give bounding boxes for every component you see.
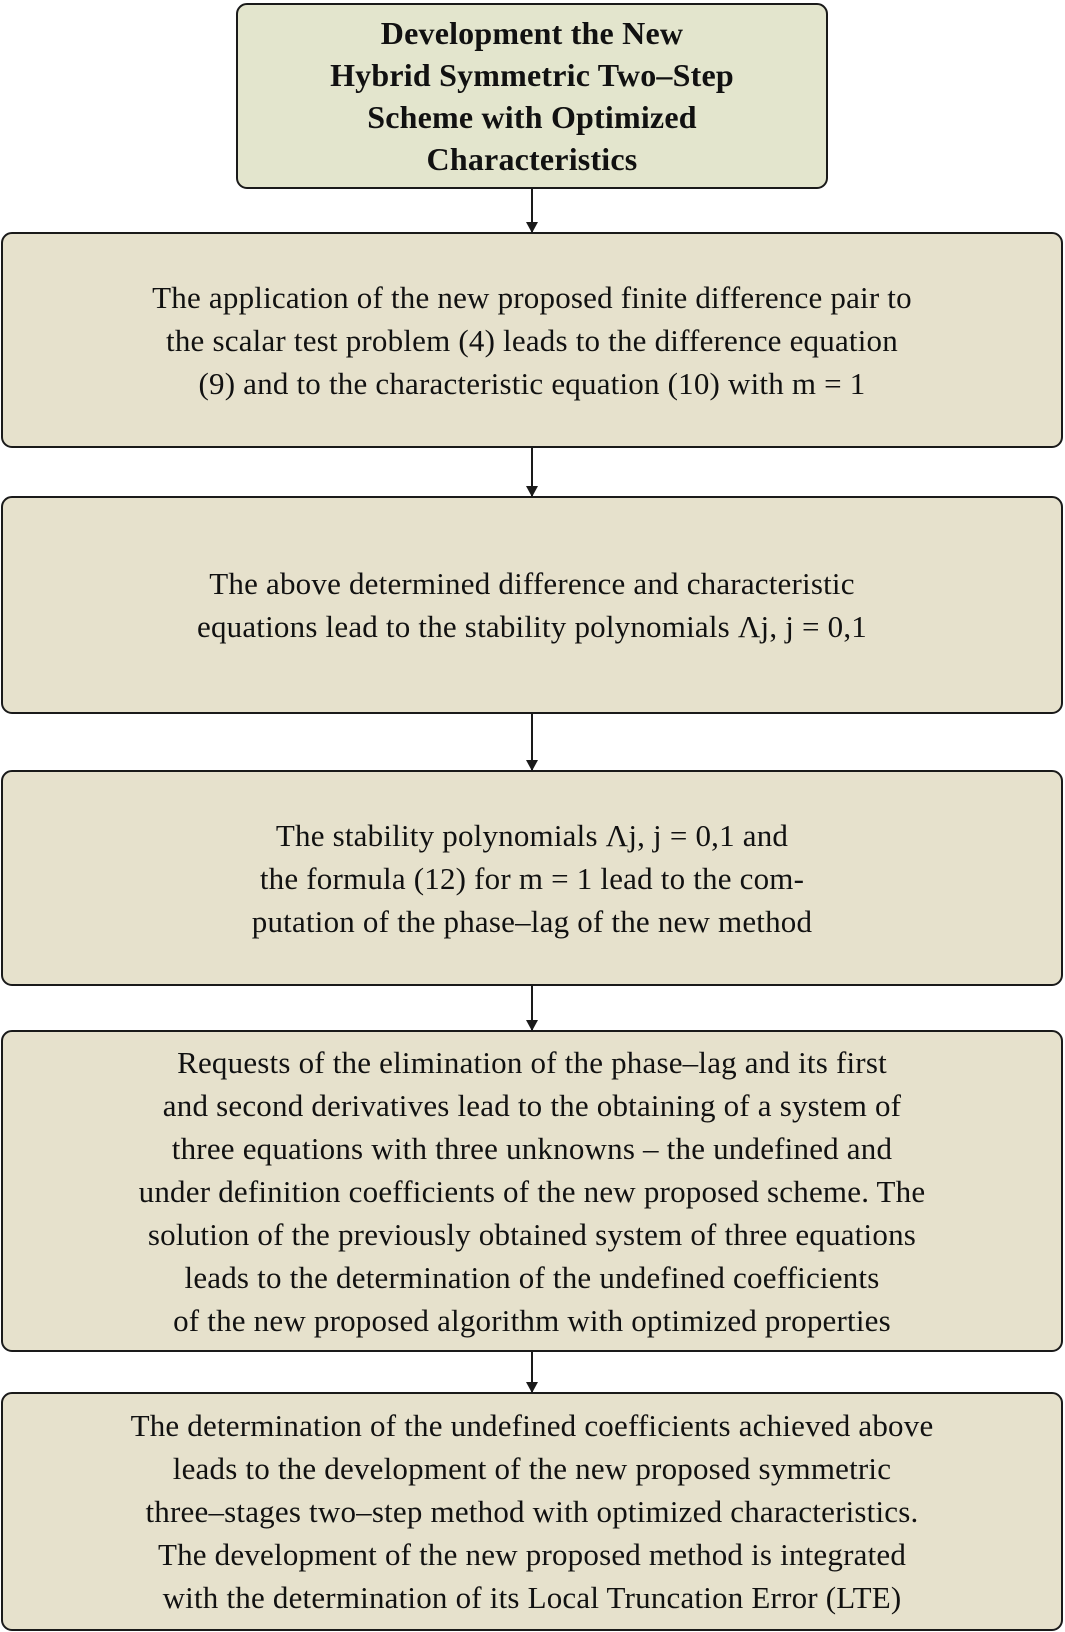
- step-line: The development of the new proposed method is integrated: [157, 1537, 907, 1572]
- arrow-down-icon: [531, 714, 533, 770]
- step-line: of the new proposed algorithm with optimized properties: [173, 1302, 891, 1338]
- step-line: the scalar test problem (4) leads to the difference equation: [166, 322, 898, 358]
- step-line: three–stages two–step method with optimized characteristics.: [145, 1494, 919, 1529]
- step-text: [152, 276, 912, 405]
- step-line: leads to the development of the new proposed symmetric: [172, 1451, 892, 1486]
- step-line: with the determination of its Local Truncation Error (LTE): [162, 1580, 902, 1615]
- step-text: [139, 1041, 926, 1342]
- step-line: putation of the phase–lag of the new method: [251, 903, 813, 939]
- step-line: under definition coefficients of the new proposed scheme. The: [138, 1173, 926, 1209]
- step-box-5: [1, 1392, 1063, 1631]
- step-line: The application of the new proposed finite difference pair to: [152, 279, 912, 315]
- title-line: Hybrid Symmetric Two–Step: [330, 57, 734, 93]
- title-line: Characteristics: [426, 141, 638, 177]
- step-box-2: [1, 496, 1063, 714]
- step-line: leads to the determination of the undefined coefficients: [184, 1259, 880, 1295]
- step-box-3: [1, 770, 1063, 986]
- step-line: equations lead to the stability polynomials Λj, j = 0,1: [196, 609, 868, 644]
- arrow-down-icon: [531, 448, 533, 496]
- step-line: the formula (12) for m = 1 lead to the com-: [259, 860, 805, 896]
- step-line: three equations with three unknowns – the undefined and: [171, 1130, 893, 1166]
- title-line: Scheme with Optimized: [367, 99, 697, 135]
- title-box: [236, 3, 828, 189]
- step-line: Requests of the elimination of the phase–lag and its first: [177, 1044, 887, 1080]
- step-text: [252, 814, 812, 943]
- step-text: [197, 562, 867, 648]
- step-line: and second derivatives lead to the obtaining of a system of: [162, 1087, 902, 1123]
- arrow-down-icon: [531, 189, 533, 232]
- step-line: The determination of the undefined coefficients achieved above: [130, 1408, 934, 1443]
- step-line: (9) and to the characteristic equation (10) with m = 1: [198, 365, 866, 401]
- step-line: The above determined difference and characteristic: [209, 566, 855, 601]
- step-line: solution of the previously obtained system of three equations: [147, 1216, 917, 1252]
- step-box-1: [1, 232, 1063, 448]
- title-line: Development the New: [380, 15, 684, 51]
- title-text: [330, 12, 734, 180]
- step-line: The stability polynomials Λj, j = 0,1 and: [275, 817, 789, 853]
- arrow-down-icon: [531, 1352, 533, 1392]
- step-text: [131, 1404, 934, 1619]
- arrow-down-icon: [531, 986, 533, 1030]
- step-box-4: [1, 1030, 1063, 1352]
